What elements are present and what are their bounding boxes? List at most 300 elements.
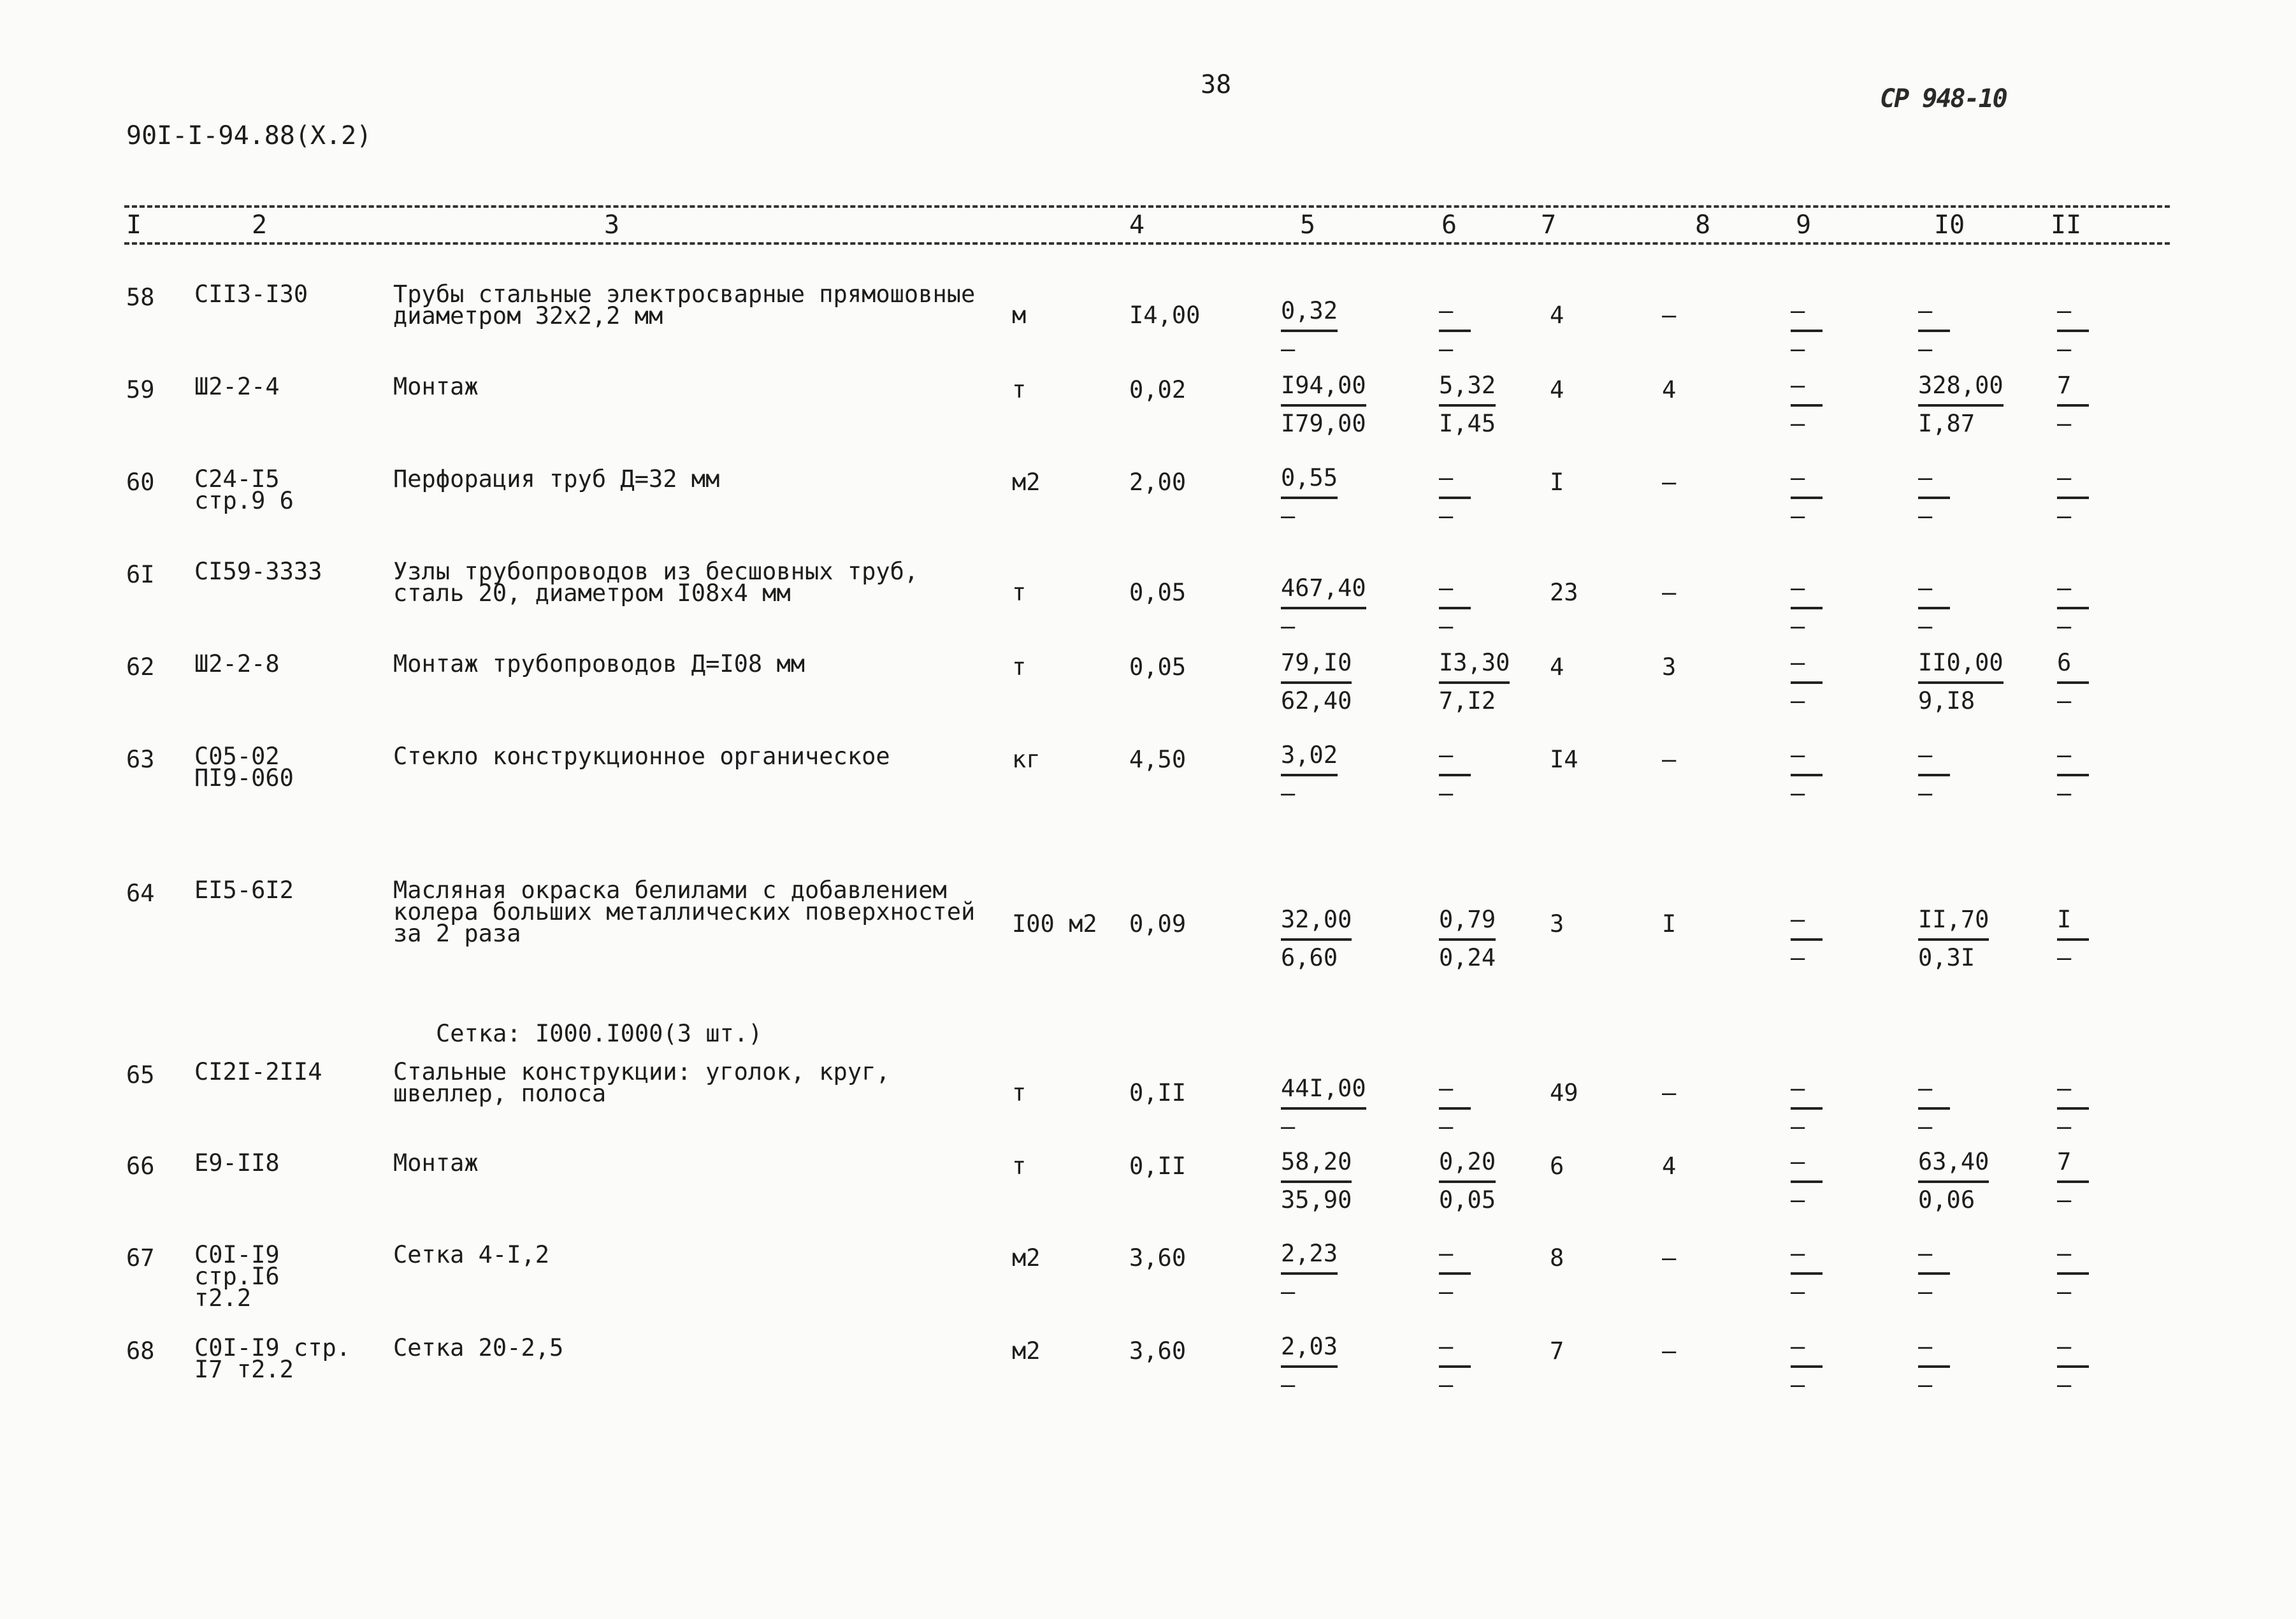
col7-value: 4 (1550, 376, 1564, 403)
cost-col11 (2057, 648, 2089, 716)
cost-col11-numerator: – (2057, 1333, 2072, 1360)
cost-col10 (1918, 905, 1989, 973)
cost-col5-denominator: I79,00 (1281, 410, 1366, 437)
cost-col11-denominator: – (2057, 410, 2072, 437)
work-description: Стекло конструкционное органическое (393, 743, 890, 770)
cost-col11 (2057, 296, 2089, 364)
work-description: Стальные конструкции: уголок, круг, швеллер, полоса (393, 1058, 890, 1107)
cost-col11-fraction-bar (2057, 774, 2089, 776)
col8-value: 4 (1662, 1152, 1677, 1180)
cost-col6-numerator: – (1439, 1240, 1454, 1267)
column-header-9: 9 (1796, 210, 1812, 240)
cost-col11-numerator: – (2057, 297, 2072, 324)
norm-code: Ш2-2-8 (194, 650, 280, 678)
cost-col5 (1281, 1147, 1352, 1215)
cost-col6-fraction-bar (1439, 681, 1510, 684)
cost-col10-numerator: – (1918, 1240, 1933, 1267)
cost-col6-denominator: – (1439, 1113, 1454, 1140)
cost-col5 (1281, 1332, 1338, 1400)
norm-code: CII3-I30 (194, 280, 308, 308)
cost-col11-denominator: – (2057, 613, 2072, 640)
cost-col5 (1281, 1074, 1366, 1142)
cost-col10-denominator: 9,I8 (1918, 687, 1975, 715)
cost-col5-fraction-bar (1281, 1365, 1338, 1368)
work-description: Масляная окраска белилами с добавлением колера больших металлических поверхностей за 2 раза (393, 876, 976, 947)
cost-col11-denominator: – (2057, 1186, 2072, 1214)
col8-value: – (1662, 746, 1677, 773)
cost-col10-denominator: – (1918, 1113, 1933, 1140)
cost-col5 (1281, 648, 1352, 716)
cost-col6 (1439, 741, 1471, 808)
unit: м2 (1012, 1244, 1041, 1272)
cost-col6-numerator: – (1439, 1075, 1454, 1102)
cost-col9-fraction-bar (1791, 681, 1823, 684)
norm-code: C0I-I9 стр.I6 т2.2 (194, 1241, 280, 1312)
cost-col6-denominator: 0,24 (1439, 944, 1496, 971)
cost-col11 (2057, 1147, 2089, 1215)
header-rule-top (124, 205, 2170, 208)
cost-col9 (1791, 296, 1823, 364)
cost-col9-fraction-bar (1791, 1272, 1823, 1275)
cost-col10 (1918, 648, 2004, 716)
cost-col5-denominator: – (1281, 335, 1296, 363)
archive-mark: СР 948-10 (1880, 84, 2007, 113)
cost-col11-denominator: – (2057, 944, 2072, 971)
cost-col11-numerator: 7 (2057, 372, 2072, 399)
cost-col5-numerator: 3,02 (1281, 741, 1338, 769)
quantity: 3,60 (1129, 1244, 1187, 1272)
cost-col5 (1281, 1239, 1338, 1307)
cost-col10 (1918, 1239, 1950, 1307)
norm-code: C0I-I9 стр. I7 т2.2 (194, 1334, 351, 1383)
cost-col6-numerator: 0,20 (1439, 1148, 1496, 1175)
cost-col6 (1439, 574, 1471, 641)
cost-col9 (1791, 1147, 1823, 1215)
cost-col9-numerator: – (1791, 464, 1805, 491)
cost-col11-denominator: – (2057, 687, 2072, 715)
cost-col5 (1281, 463, 1338, 531)
col7-value: I (1550, 468, 1564, 496)
cost-col6 (1439, 905, 1496, 973)
work-description: Трубы стальные электросварные прямошовные диаметром 32х2,2 мм (393, 280, 976, 330)
cost-col10-denominator: – (1918, 1371, 1933, 1398)
cost-col6-numerator: 5,32 (1439, 372, 1496, 399)
cost-col5 (1281, 296, 1338, 364)
norm-code: Ш2-2-4 (194, 373, 280, 400)
cost-col10-fraction-bar (1918, 330, 1950, 332)
cost-col6 (1439, 371, 1496, 439)
cost-col11-numerator: – (2057, 574, 2072, 602)
cost-col11-fraction-bar (2057, 404, 2089, 407)
cost-col9 (1791, 648, 1823, 716)
cost-col11-numerator: 7 (2057, 1148, 2072, 1175)
col7-value: 6 (1550, 1152, 1564, 1180)
cost-col10-numerator: 63,40 (1918, 1148, 1989, 1175)
cost-col5-numerator: 0,32 (1281, 297, 1338, 324)
cost-col9-denominator: – (1791, 944, 1805, 971)
norm-code: C05-02 ПI9-060 (194, 743, 294, 792)
cost-col11 (2057, 1239, 2089, 1307)
cost-col10-denominator: 0,3I (1918, 944, 1975, 971)
unit: т (1012, 579, 1027, 606)
cost-col9-numerator: – (1791, 1240, 1805, 1267)
cost-col9-numerator: – (1791, 1148, 1805, 1175)
row-number: 67 (126, 1244, 155, 1272)
row-number: 62 (126, 653, 155, 681)
col8-value: – (1662, 579, 1677, 606)
cost-col9-denominator: – (1791, 1278, 1805, 1305)
work-description: Сетка 20-2,5 (393, 1334, 564, 1361)
row-number: 65 (126, 1061, 155, 1089)
cost-col5-fraction-bar (1281, 497, 1338, 499)
row-number: 68 (126, 1337, 155, 1365)
cost-col10-fraction-bar (1918, 681, 2004, 684)
cost-col11 (2057, 1332, 2089, 1400)
cost-col11-fraction-bar (2057, 330, 2089, 332)
cost-col9-fraction-bar (1791, 1365, 1823, 1368)
col7-value: 23 (1550, 579, 1578, 606)
cost-col6-denominator: – (1439, 1278, 1454, 1305)
cost-col9-numerator: – (1791, 906, 1805, 933)
column-header-1: I (126, 210, 142, 240)
cost-col10-fraction-bar (1918, 774, 1950, 776)
cost-col5-fraction-bar (1281, 330, 1338, 332)
cost-col9 (1791, 905, 1823, 973)
cost-col11-fraction-bar (2057, 497, 2089, 499)
cost-col11-numerator: – (2057, 1075, 2072, 1102)
cost-col5-numerator: 467,40 (1281, 574, 1366, 602)
unit: т (1012, 376, 1027, 403)
cost-col10-numerator: – (1918, 297, 1933, 324)
column-header-10: I0 (1934, 210, 1965, 240)
cost-col5-numerator: 2,03 (1281, 1333, 1338, 1360)
col8-value: – (1662, 301, 1677, 329)
cost-col6-denominator: I,45 (1439, 410, 1496, 437)
cost-col6 (1439, 1239, 1471, 1307)
cost-col6-denominator: – (1439, 780, 1454, 807)
cost-col10 (1918, 463, 1950, 531)
cost-col11-fraction-bar (2057, 607, 2089, 609)
cost-col5 (1281, 574, 1366, 641)
cost-col6-fraction-bar (1439, 607, 1471, 609)
work-description: Перфорация труб Д=32 мм (393, 465, 720, 493)
cost-col9-denominator: – (1791, 687, 1805, 715)
cost-col10-numerator: II,70 (1918, 906, 1989, 933)
quantity: I4,00 (1129, 301, 1201, 329)
quantity: 2,00 (1129, 468, 1187, 496)
quantity: 4,50 (1129, 746, 1187, 773)
cost-col10-denominator: – (1918, 335, 1933, 363)
cost-col11-numerator: 6 (2057, 649, 2072, 676)
quantity: 3,60 (1129, 1337, 1187, 1365)
cost-col10 (1918, 1332, 1950, 1400)
column-header-3: 3 (604, 210, 620, 240)
cost-col5-denominator: – (1281, 1113, 1296, 1140)
work-description: Монтаж (393, 1149, 479, 1177)
cost-col9-numerator: – (1791, 574, 1805, 602)
cost-col5 (1281, 741, 1338, 808)
cost-col5-denominator: – (1281, 1278, 1296, 1305)
cost-col10 (1918, 296, 1950, 364)
unit: т (1012, 1152, 1027, 1180)
cost-col11-fraction-bar (2057, 1272, 2089, 1275)
cost-col9-denominator: – (1791, 1371, 1805, 1398)
cost-col10-denominator: – (1918, 1278, 1933, 1305)
cost-col11-denominator: – (2057, 502, 2072, 530)
row-number: 60 (126, 468, 155, 496)
cost-col5 (1281, 905, 1352, 973)
norm-code: E9-II8 (194, 1149, 280, 1177)
col7-value: 7 (1550, 1337, 1564, 1365)
cost-col10-fraction-bar (1918, 1365, 1950, 1368)
cost-col9-denominator: – (1791, 613, 1805, 640)
cost-col9-denominator: – (1791, 1186, 1805, 1214)
cost-col9 (1791, 371, 1823, 439)
col8-value: – (1662, 1337, 1677, 1365)
cost-col5-fraction-bar (1281, 774, 1338, 776)
cost-col10 (1918, 1147, 1989, 1215)
cost-col10-numerator: – (1918, 741, 1933, 769)
cost-col6 (1439, 1332, 1471, 1400)
cost-col9-denominator: – (1791, 502, 1805, 530)
norm-code: CI2I-2II4 (194, 1058, 322, 1085)
cost-col10 (1918, 741, 1950, 808)
cost-col11-fraction-bar (2057, 1107, 2089, 1110)
cost-col9 (1791, 1239, 1823, 1307)
cost-col6-denominator: – (1439, 613, 1454, 640)
cost-col10-numerator: – (1918, 1075, 1933, 1102)
cost-col10-denominator: – (1918, 502, 1933, 530)
row-number: 59 (126, 376, 155, 403)
cost-col10-fraction-bar (1918, 1272, 1950, 1275)
cost-col6-fraction-bar (1439, 774, 1471, 776)
unit: I00 м2 (1012, 910, 1097, 938)
quantity: 0,09 (1129, 910, 1187, 938)
cost-col9 (1791, 463, 1823, 531)
norm-code: CI59-3333 (194, 558, 322, 585)
cost-col5-fraction-bar (1281, 1272, 1338, 1275)
quantity: 0,05 (1129, 579, 1187, 606)
cost-col10-fraction-bar (1918, 938, 1989, 941)
cost-col11-denominator: – (2057, 335, 2072, 363)
cost-col6 (1439, 296, 1471, 364)
cost-col10-denominator: – (1918, 780, 1933, 807)
cost-col10-denominator: – (1918, 613, 1933, 640)
cost-col9-numerator: – (1791, 1075, 1805, 1102)
norm-code: C24-I5 стр.9 6 (194, 465, 294, 514)
cost-col9-fraction-bar (1791, 404, 1823, 407)
cost-col9-fraction-bar (1791, 1180, 1823, 1183)
cost-col6-fraction-bar (1439, 330, 1471, 332)
quantity: 0,05 (1129, 653, 1187, 681)
cost-col5-fraction-bar (1281, 404, 1366, 407)
cost-col5-denominator: 35,90 (1281, 1186, 1352, 1214)
cost-col10-fraction-bar (1918, 497, 1950, 499)
unit: кг (1012, 746, 1041, 773)
cost-col6 (1439, 648, 1510, 716)
cost-col5-numerator: 58,20 (1281, 1148, 1352, 1175)
cost-col5-denominator: – (1281, 780, 1296, 807)
unit: м2 (1012, 468, 1041, 496)
cost-col6-numerator: – (1439, 1333, 1454, 1360)
cost-col5-denominator: 62,40 (1281, 687, 1352, 715)
cost-col6 (1439, 463, 1471, 531)
col7-value: 3 (1550, 910, 1564, 938)
cost-col9-numerator: – (1791, 1333, 1805, 1360)
cost-col11 (2057, 371, 2089, 439)
cost-col11-denominator: – (2057, 1371, 2072, 1398)
column-header-7: 7 (1541, 210, 1557, 240)
cost-col6-denominator: 0,05 (1439, 1186, 1496, 1214)
cost-col10 (1918, 1074, 1950, 1142)
cost-col6-denominator: – (1439, 1371, 1454, 1398)
cost-col9-numerator: – (1791, 741, 1805, 769)
cost-col11-fraction-bar (2057, 938, 2089, 941)
cost-col10-numerator: 328,00 (1918, 372, 2004, 399)
cost-col5-fraction-bar (1281, 607, 1366, 609)
cost-col5-numerator: I94,00 (1281, 372, 1366, 399)
cost-col9-fraction-bar (1791, 1107, 1823, 1110)
cost-col11-numerator: – (2057, 464, 2072, 491)
column-header-2: 2 (252, 210, 268, 240)
cost-col9-fraction-bar (1791, 938, 1823, 941)
unit: т (1012, 653, 1027, 681)
cost-col5-numerator: 32,00 (1281, 906, 1352, 933)
cost-col5 (1281, 371, 1366, 439)
column-header-11: II (2051, 210, 2082, 240)
cost-col5-numerator: 0,55 (1281, 464, 1338, 491)
cost-col6-fraction-bar (1439, 1365, 1471, 1368)
quantity: 0,02 (1129, 376, 1187, 403)
cost-col5-denominator: – (1281, 613, 1296, 640)
cost-col9-fraction-bar (1791, 497, 1823, 499)
col7-value: I4 (1550, 746, 1578, 773)
row-number: 6I (126, 561, 155, 588)
cost-col6-fraction-bar (1439, 938, 1496, 941)
cost-col10-denominator: I,87 (1918, 410, 1975, 437)
cost-col10-numerator: – (1918, 574, 1933, 602)
cost-col6-numerator: – (1439, 464, 1454, 491)
cost-col11 (2057, 574, 2089, 641)
cost-col5-denominator: – (1281, 1371, 1296, 1398)
column-header-6: 6 (1441, 210, 1457, 240)
cost-col11-denominator: – (2057, 780, 2072, 807)
cost-col10-numerator: – (1918, 464, 1933, 491)
cost-col6-denominator: – (1439, 335, 1454, 363)
cost-col11-numerator: I (2057, 906, 2072, 933)
cost-col6-fraction-bar (1439, 497, 1471, 499)
cost-col5-fraction-bar (1281, 938, 1352, 941)
cost-col10-denominator: 0,06 (1918, 1186, 1975, 1214)
cost-col9-denominator: – (1791, 335, 1805, 363)
quantity: 0,II (1129, 1079, 1187, 1107)
cost-col9-fraction-bar (1791, 774, 1823, 776)
cost-col6-denominator: 7,I2 (1439, 687, 1496, 715)
column-header-4: 4 (1129, 210, 1145, 240)
section-note: Сетка: I000.I000(3 шт.) (436, 1020, 763, 1047)
col8-value: 4 (1662, 376, 1677, 403)
cost-col10-numerator: – (1918, 1333, 1933, 1360)
row-number: 58 (126, 284, 155, 311)
work-description: Монтаж трубопроводов Д=I08 мм (393, 650, 805, 678)
work-description: Монтаж (393, 373, 479, 400)
unit: т (1012, 1079, 1027, 1107)
col7-value: 4 (1550, 653, 1564, 681)
cost-col10 (1918, 371, 2004, 439)
cost-col5-denominator: 6,60 (1281, 944, 1338, 971)
document-code: 90I-I-94.88(X.2) (126, 121, 372, 150)
norm-code: EI5-6I2 (194, 876, 294, 904)
cost-col10-fraction-bar (1918, 607, 1950, 609)
unit: м2 (1012, 1337, 1041, 1365)
cost-col9-fraction-bar (1791, 607, 1823, 609)
cost-col10 (1918, 574, 1950, 641)
cost-col6-denominator: – (1439, 502, 1454, 530)
cost-col11-fraction-bar (2057, 681, 2089, 684)
cost-col5-numerator: 44I,00 (1281, 1075, 1366, 1102)
row-number: 66 (126, 1152, 155, 1180)
cost-col9-numerator: – (1791, 372, 1805, 399)
cost-col6-numerator: I3,30 (1439, 649, 1510, 676)
cost-col5-numerator: 79,I0 (1281, 649, 1352, 676)
cost-col11-denominator: – (2057, 1113, 2072, 1140)
cost-col6-fraction-bar (1439, 404, 1496, 407)
col8-value: I (1662, 910, 1677, 938)
cost-col9-denominator: – (1791, 410, 1805, 437)
cost-col5-fraction-bar (1281, 1180, 1352, 1183)
cost-col9 (1791, 741, 1823, 808)
header-rule-bottom (124, 242, 2170, 245)
cost-col6-numerator: – (1439, 574, 1454, 602)
work-description: Сетка 4-I,2 (393, 1241, 550, 1268)
cost-col5-denominator: – (1281, 502, 1296, 530)
cost-col6 (1439, 1147, 1496, 1215)
cost-col6-fraction-bar (1439, 1107, 1471, 1110)
cost-col11-denominator: – (2057, 1278, 2072, 1305)
col8-value: 3 (1662, 653, 1677, 681)
cost-col6-fraction-bar (1439, 1272, 1471, 1275)
cost-col5-fraction-bar (1281, 681, 1352, 684)
cost-col6-numerator: – (1439, 741, 1454, 769)
unit: м (1012, 301, 1027, 329)
row-number: 64 (126, 880, 155, 907)
cost-col11 (2057, 741, 2089, 808)
cost-col9-numerator: – (1791, 297, 1805, 324)
cost-col9 (1791, 574, 1823, 641)
cost-col5-numerator: 2,23 (1281, 1240, 1338, 1267)
col8-value: – (1662, 1244, 1677, 1272)
cost-col5-fraction-bar (1281, 1107, 1366, 1110)
cost-col11 (2057, 463, 2089, 531)
cost-col11-numerator: – (2057, 1240, 2072, 1267)
quantity: 0,II (1129, 1152, 1187, 1180)
cost-col11-fraction-bar (2057, 1180, 2089, 1183)
cost-col9-denominator: – (1791, 780, 1805, 807)
cost-col9-numerator: – (1791, 649, 1805, 676)
column-header-5: 5 (1300, 210, 1316, 240)
cost-col9-fraction-bar (1791, 330, 1823, 332)
cost-col9-denominator: – (1791, 1113, 1805, 1140)
cost-col9 (1791, 1332, 1823, 1400)
cost-col11-numerator: – (2057, 741, 2072, 769)
work-description: Узлы трубопроводов из бесшовных труб, сталь 20, диаметром I08х4 мм (393, 558, 919, 607)
cost-col10-fraction-bar (1918, 1107, 1950, 1110)
cost-col6-numerator: 0,79 (1439, 906, 1496, 933)
cost-col11 (2057, 1074, 2089, 1142)
cost-col6 (1439, 1074, 1471, 1142)
row-number: 63 (126, 746, 155, 773)
col7-value: 49 (1550, 1079, 1578, 1107)
